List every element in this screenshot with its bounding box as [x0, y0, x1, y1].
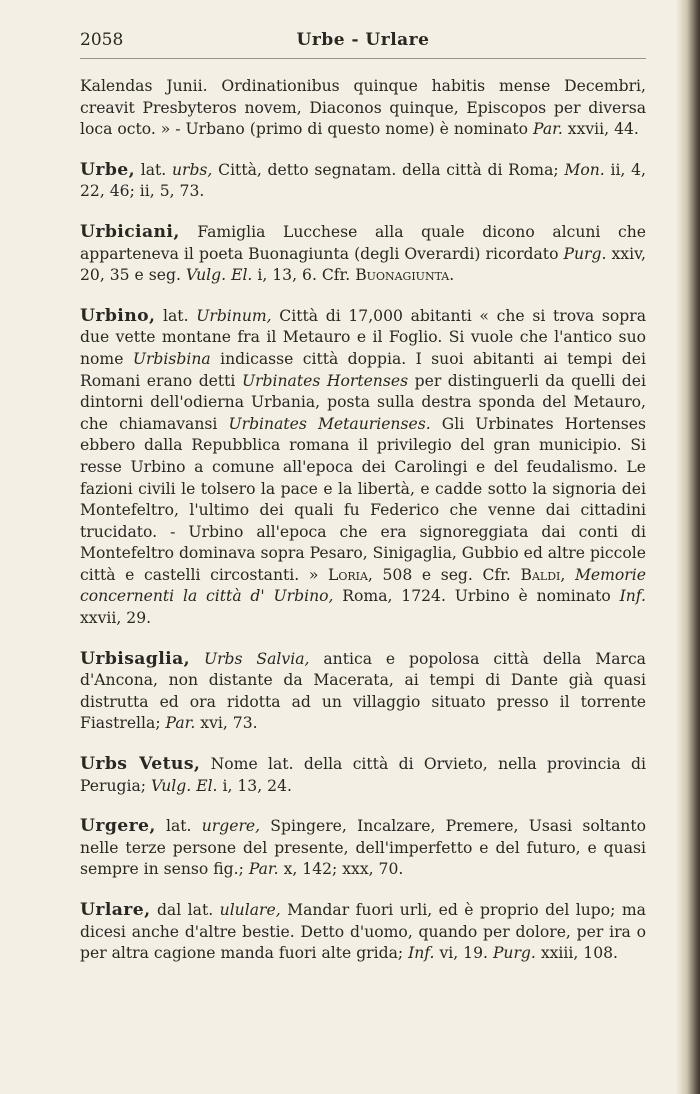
entry-text [190, 650, 204, 668]
entry-headword: Urgere, [80, 816, 156, 837]
entry-text: Mandar fuori urli, ed è proprio del lupo; ma dicesi anche d'altre bestie. Detto d'uomo, quando per dolore, per ira o per altra cagione manda fuori alte grida; [80, 901, 646, 963]
italic-text: urgere, [201, 817, 261, 836]
italic-text: Urbinates Metaurienses. [228, 414, 431, 433]
page-edge-shadow [676, 0, 700, 1094]
entry-text: Famiglia Lucchese alla quale dicono alcuni che apparteneva il poeta Buonagiunta (degli Overardi) ricordato [80, 222, 646, 263]
entry-text: vi, 19. [434, 944, 493, 963]
entry-text [565, 566, 575, 584]
smallcaps-reference: Loria, [327, 565, 373, 584]
entry-headword: Urlare, [80, 900, 151, 920]
italic-text: Inf. [619, 587, 646, 606]
entry-text: indicasse città doppia. I suoi abitanti ai tempi dei Romani erano detti [80, 349, 646, 390]
page-header [80, 30, 646, 60]
entry-headword: Urbisaglia, [80, 648, 191, 669]
italic-text: Vulg. El. [151, 776, 218, 795]
entry-text: i, 13, 6. Cfr. [252, 266, 356, 285]
entries-column [80, 76, 646, 984]
entry-text: antica e popolosa città della Marca d'Ancona, non distante da Macerata, ai tempi di Dante già quasi distrutta ed ora ridotta ad un villaggio situato presso il torrente Fiastrella; [80, 649, 646, 733]
dictionary-entry [80, 900, 646, 965]
entry-text: ii, 4, 22, 46; ii, 5, 73. [80, 160, 646, 201]
entry-headword: Urbs Vetus, [80, 754, 201, 775]
entry-text: lat. [155, 306, 197, 325]
entry-text: i, 13, 24. [217, 776, 292, 795]
smallcaps-reference: Buonagiunta. [355, 266, 455, 285]
entry-text: xxiii, 108. [535, 944, 619, 963]
entry-text: 508 e seg. Cfr. [372, 565, 521, 584]
entry-text: Nome lat. della città di Orvieto, nella provincia di Perugia; [80, 755, 646, 795]
dictionary-entry [80, 76, 646, 141]
dictionary-entry [80, 306, 646, 630]
entry-text: xxvii, 29. [80, 609, 152, 628]
italic-text: Mon. [564, 160, 605, 179]
italic-text: Purg. [563, 244, 607, 263]
italic-text: urbs, [171, 160, 213, 179]
italic-text: Purg. [492, 944, 536, 963]
running-head: Urbe - Urlare [296, 30, 430, 50]
italic-text: Memorie concernenti la città d' Urbino, [80, 565, 646, 606]
entry-headword: Urbiciani, [80, 221, 180, 242]
italic-text: Urbinates Hortenses [241, 371, 409, 390]
entry-text: x, 142; xxx, 70. [278, 860, 404, 879]
entry-text: Gli Urbinates Hortenses ebbero dalla Repubblica romana il privilegio del gran municipio. Si resse Urbino a comune all'epoca dei Carolingi e del feudalismo. Le fazioni civili le tolsero la pace e la libertà, e cadde sotto la signoria dei Montefeltro, l'ultimo dei quali fu Federico che venne dai cittadini trucidato. - Urbino all'epoca che era signoreggiata dai conti di Montefeltro dominava sopra Pesaro, Sinigaglia, Gubbio ed altre piccole città e castelli circostanti. » [80, 414, 646, 584]
entry-headword: Urbe, [80, 159, 135, 180]
entry-text: Kalendas Junii. Ordinationibus quinque habitis mense Decembri, creavit Presbyteros novem, Diaconos quinque, Episcopos per diversa loca octo. » - Urbano (primo di questo nome) è nominato [80, 77, 646, 139]
italic-text: Urbs Salvia, [203, 649, 310, 668]
italic-text: ululare, [219, 901, 281, 919]
page-number: 2058 [80, 30, 124, 50]
entry-text: per distinguerli da quelli dei dintorni dell'odierna Urbania, posta sulla destra sponda del Metauro, che chiamavansi [80, 371, 646, 433]
dictionary-entry [80, 160, 646, 203]
italic-text: Urbinum, [196, 306, 272, 325]
dictionary-entry [80, 222, 646, 287]
entry-text: Spingere, Incalzare, Premere, Usasi soltanto nelle terze persone del presente, dell'imperfetto e del futuro, e quasi sempre in senso fig.; [80, 817, 646, 879]
smallcaps-reference: Baldi, [520, 565, 566, 584]
italic-text: Inf. [408, 944, 435, 963]
entry-headword: Urbino, [80, 305, 156, 326]
italic-text: Vulg. El. [185, 266, 253, 285]
italic-text: Par. [533, 120, 563, 139]
entry-text: dal lat. [150, 901, 220, 919]
entry-text: Roma, 1724. Urbino è nominato [333, 587, 620, 606]
entry-text: lat. [155, 817, 202, 836]
entry-text: xxiv, 20, 35 e seg. [80, 244, 646, 285]
header-rule [80, 58, 646, 59]
dictionary-entry [80, 816, 646, 881]
italic-text: Par. [165, 714, 196, 733]
entry-text: lat. [134, 160, 172, 179]
dictionary-entry [80, 754, 646, 797]
italic-text: Par. [248, 860, 279, 879]
entry-text: xxvii, 44. [562, 120, 639, 139]
dictionary-entry [80, 649, 646, 735]
italic-text: Urbisbina [132, 349, 211, 368]
entry-text: xvi, 73. [195, 714, 258, 733]
entry-text: Città di 17,000 abitanti « che si trova sopra due vette montane fra il Metauro e il Foglio. Si vuole che l'antico suo nome [80, 306, 646, 368]
entry-text: Città, detto segnatam. della città di Roma; [212, 160, 565, 179]
